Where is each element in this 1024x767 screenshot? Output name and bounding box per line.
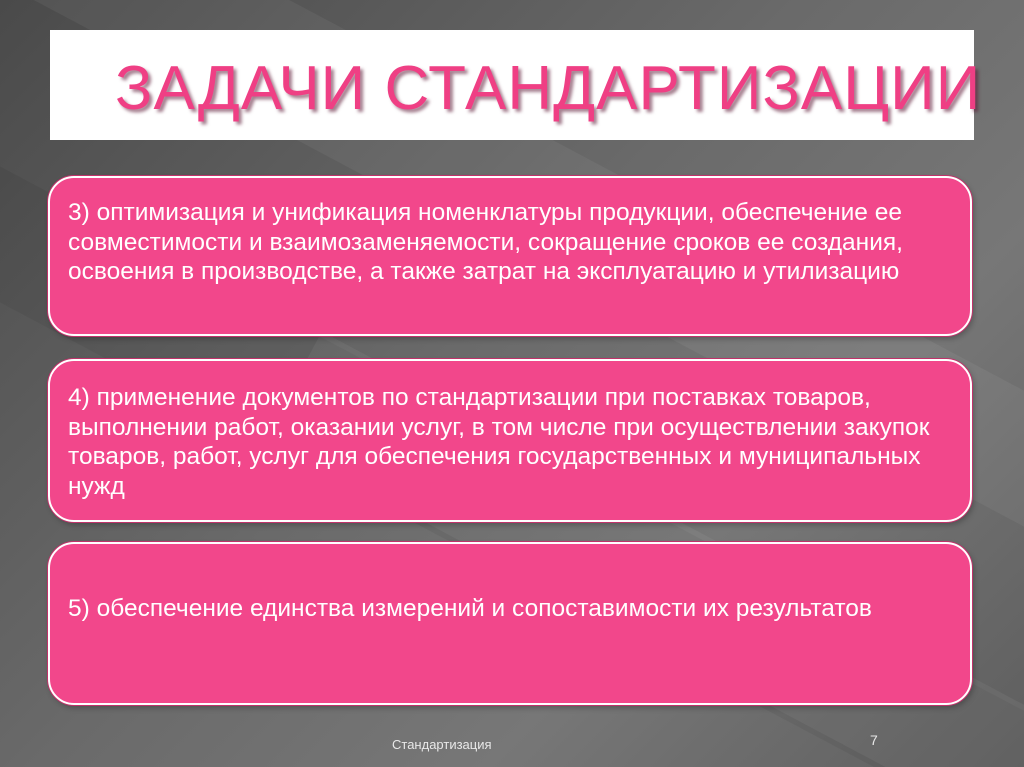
task-card-3 <box>48 176 972 336</box>
task-card-5 <box>48 542 972 705</box>
page-number: 7 <box>870 732 878 748</box>
task-text-4: 4) применение документов по стандартизации при поставках товаров, выполнении работ, оказании услуг, в том числе при осуществлении закупок товаров, работ, услуг для обеспечения государственных и муниципальных нужд <box>68 384 930 500</box>
slide-footer: Стандартизация <box>392 737 492 752</box>
task-text-5: 5) обеспечение единства измерений и сопоставимости их результатов <box>68 595 872 622</box>
task-text-3: 3) оптимизация и унификация номенклатуры продукции, обеспечение ее совместимости и взаимозаменяемости, сокращение сроков ее создания, освоения в производстве, а также затрат на эксплуатацию и утилизацию <box>68 199 903 285</box>
slide-title: ЗАДАЧИ СТАНДАРТИЗАЦИИ <box>115 54 982 123</box>
task-card-4 <box>48 359 972 522</box>
